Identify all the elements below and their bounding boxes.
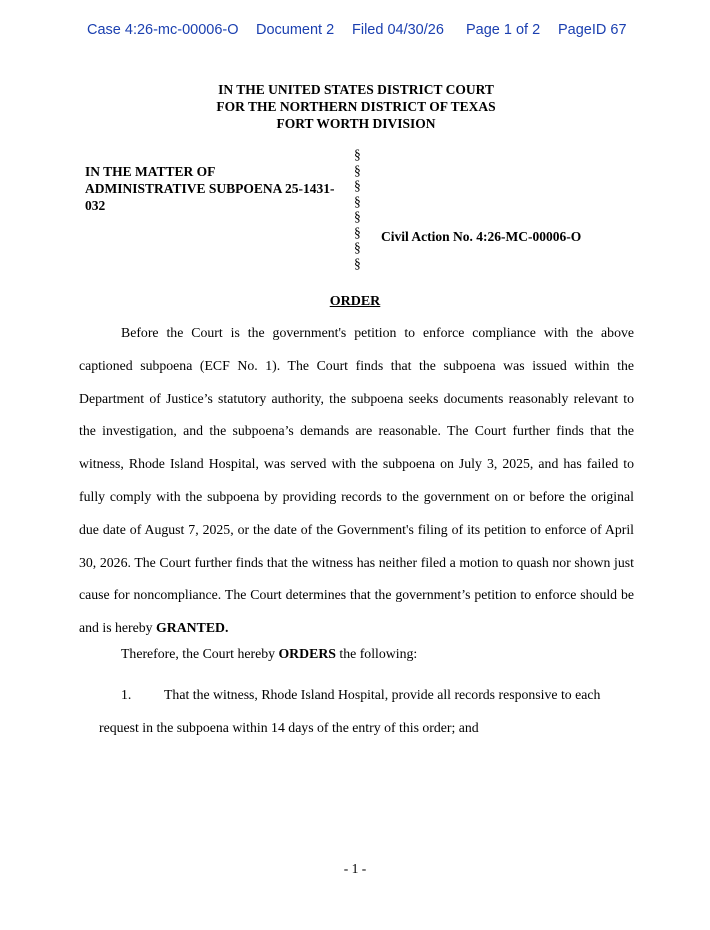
order-title: ORDER — [329, 294, 381, 309]
page-count: Page 1 of 2 — [466, 22, 541, 38]
document-number: Document 2 — [256, 22, 335, 38]
item-line-2: request in the subpoena within 14 days of the entry of this order; and — [99, 720, 479, 735]
civil-action-number: Civil Action No. 4:26-MC-00006-O — [381, 229, 582, 244]
section-symbol: § — [354, 162, 361, 178]
section-symbol: § — [354, 240, 361, 255]
section-symbol: § — [354, 209, 361, 224]
court-line-2: FOR THE NORTHERN DISTRICT OF TEXAS — [216, 99, 496, 114]
order-body — [79, 317, 634, 645]
findings-paragraph — [79, 317, 634, 645]
section-symbol: § — [354, 224, 361, 240]
court-line-1: IN THE UNITED STATES DISTRICT COURT — [218, 82, 494, 97]
granted-text: GRANTED. — [156, 620, 229, 636]
section-symbol-column — [354, 147, 366, 271]
ecf-header — [0, 22, 710, 42]
item-line-1: That the witness, Rhode Island Hospital, provide all records responsive to each — [164, 687, 601, 702]
findings-text: Before the Court is the government's petition to enforce compliance with the above captioned subpoena (ECF No. 1). The Court finds that the subpoena was issued within the Department of Justice’s statutory authority, the subpoena seeks documents reasonably relevant to the investigation, and the subpoena’s demands are reasonable. The Court further finds that the witness, Rhode Island Hospital, was served with the subpoena on July 3, 2025, and has failed to fully comply with the subpoena by providing records to the government on or before the original due date of August 7, 2025, or the date of the Government's filing of its petition to enforce of April 30, 2026. The Court further finds that the witness has neither filed a motion to quash nor shown just cause for noncompliance. The Court determines that the government’s petition to enforce should be and is hereby — [79, 325, 634, 636]
section-symbol: § — [354, 193, 361, 209]
matter-caption: IN THE MATTER OF ADMINISTRATIVE SUBPOENA 25-1431-032 — [85, 164, 335, 213]
court-heading — [0, 81, 710, 132]
filed-date: Filed 04/30/26 — [352, 22, 444, 38]
page-number: - 1 - — [343, 861, 367, 876]
section-symbol: § — [354, 255, 361, 271]
section-symbol: § — [354, 178, 361, 193]
case-number: Case 4:26-mc-00006-O — [87, 22, 239, 38]
court-line-3: FORT WORTH DIVISION — [276, 116, 436, 131]
therefore-post: the following: — [339, 646, 418, 661]
item-number: 1. — [121, 687, 132, 702]
section-symbol: § — [354, 147, 361, 162]
therefore-pre: Therefore, the Court hereby — [121, 646, 275, 661]
orders-text: ORDERS — [278, 646, 336, 661]
therefore-line — [121, 646, 417, 662]
page-id: PageID 67 — [558, 22, 627, 38]
